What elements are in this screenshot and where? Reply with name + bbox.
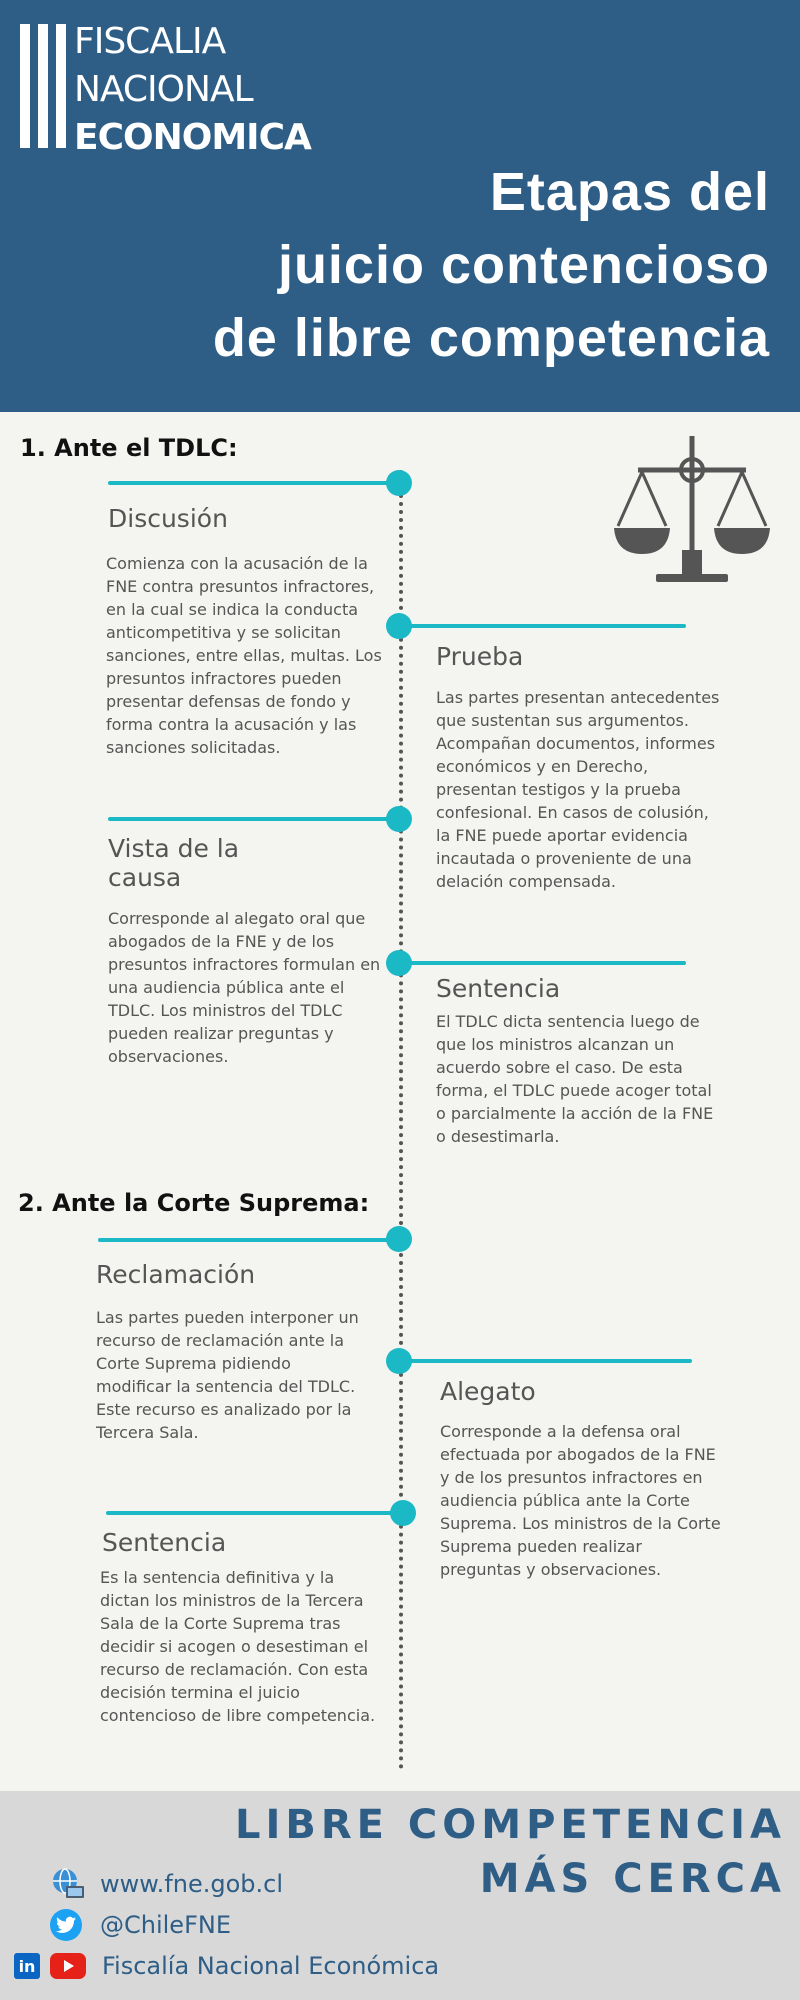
step-title-vista: Vista de la causa — [108, 834, 240, 892]
step-text-sentencia-corte: Es la sentencia definitiva y la dictan los ministros de la Tercera Sala de la Corte Suprema tras decidir si acogen o desestiman el recurso de reclamación. Con esta decisión termina el juicio contencioso de libre competencia. — [100, 1568, 376, 1725]
scale-of-justice-icon — [612, 430, 772, 590]
connector-line — [398, 961, 686, 965]
timeline-dot — [386, 806, 412, 832]
step-text-sentencia-tdlc: El TDLC dicta sentencia luego de que los ministros alcanzan un acuerdo sobre el caso. De esta forma, el TDLC puede acoger total o parcialmente la acción de la FNE o desestimarla. — [436, 1012, 714, 1146]
title-line-1: Etapas del — [489, 162, 770, 222]
step-text-reclamacion: Las partes pueden interponer un recurso de reclamación ante la Corte Suprema pidiendo modificar la sentencia del TDLC. Este recurso es analizado por la Tercera Sala. — [96, 1308, 359, 1442]
footer-social[interactable] — [14, 1952, 439, 1980]
title-line-2: juicio contencioso — [277, 235, 770, 295]
timeline-dot — [390, 1500, 416, 1526]
title-line-3: de libre competencia — [212, 308, 770, 368]
step-text-vista: Corresponde al alegato oral que abogados de la FNE y de los presuntos infractores formulan en una audiencia pública ante el TDLC. Los ministros del TDLC pueden realizar preguntas y observaciones. — [108, 909, 381, 1066]
slogan-line-1: LIBRE COMPETENCIA — [235, 1802, 786, 1848]
logo-line-1: FISCALIA — [74, 21, 226, 62]
linkedin-icon[interactable]: in — [14, 1953, 40, 1979]
twitter-handle[interactable]: @ChileFNE — [100, 1911, 231, 1939]
step-title-prueba: Prueba — [436, 642, 524, 671]
footer-website[interactable] — [50, 1866, 283, 1902]
timeline-dot — [386, 470, 412, 496]
globe-icon — [50, 1866, 86, 1902]
connector-line — [398, 624, 686, 628]
logo-line-2: NACIONAL — [74, 69, 253, 110]
section-heading-tdlc: 1. Ante el TDLC: — [20, 434, 238, 462]
timeline-dot — [386, 1226, 412, 1252]
connector-line — [98, 1238, 398, 1242]
footer-twitter[interactable] — [50, 1909, 231, 1941]
connector-line — [108, 481, 398, 485]
connector-line — [108, 817, 398, 821]
slogan-line-2: MÁS CERCA — [479, 1856, 786, 1902]
timeline-dot — [386, 950, 412, 976]
step-text-alegato: Corresponde a la defensa oral efectuada por abogados de la FNE y de los presuntos infractores en audiencia pública ante la Corte Suprema. Los ministros de la Corte Suprema pueden realizar preguntas y observaciones. — [440, 1422, 721, 1579]
website-link[interactable]: www.fne.gob.cl — [100, 1870, 284, 1898]
timeline-dot — [386, 613, 412, 639]
step-title-sentencia-corte: Sentencia — [102, 1528, 227, 1557]
connector-line — [106, 1511, 402, 1515]
timeline-dot — [386, 1348, 412, 1374]
header-banner — [0, 0, 800, 412]
section-heading-corte-suprema: 2. Ante la Corte Suprema: — [18, 1189, 373, 1217]
page-title — [70, 156, 770, 375]
twitter-icon — [50, 1909, 82, 1941]
slogan — [235, 1798, 786, 1906]
logo-text — [74, 18, 311, 162]
timeline-line — [399, 470, 403, 1770]
step-title-alegato: Alegato — [440, 1377, 536, 1406]
step-text-discusion: Comienza con la acusación de la FNE contra presuntos infractores, en la cual se indica la conducta anticompetitiva y se solicitan sanciones, entre ellas, multas. Los presuntos infractores pueden presentar defensas de fondo y forma contra la acusación y las sanciones solicitadas. — [106, 554, 382, 757]
step-title-sentencia-tdlc: Sentencia — [436, 974, 561, 1003]
logo-line-3: ECONOMICA — [74, 117, 311, 158]
step-title-discusion: Discusión — [108, 504, 228, 533]
step-text-prueba: Las partes presentan antecedentes que sustentan sus argumentos. Acompañan documentos, informes económicos y en Derecho, presentan testigos y la prueba confesional. En casos de colusión, la FNE puede aportar evidencia incautada o proveniente de una delación compensada. — [436, 688, 720, 891]
youtube-icon[interactable] — [50, 1953, 86, 1979]
connector-line — [398, 1359, 692, 1363]
step-title-reclamacion: Reclamación — [96, 1260, 256, 1289]
social-name[interactable]: Fiscalía Nacional Económica — [102, 1952, 440, 1980]
